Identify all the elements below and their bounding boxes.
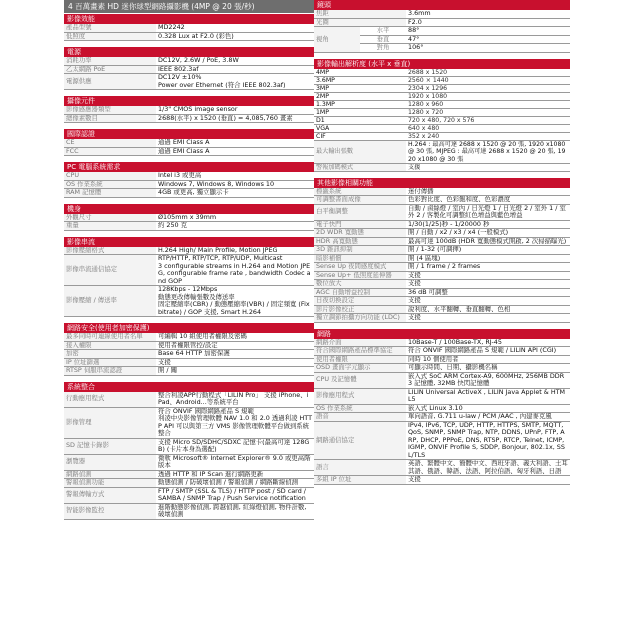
- spec-row: [64, 350, 314, 359]
- spec-value: 支援: [156, 358, 314, 367]
- spec-row: [314, 100, 570, 108]
- spec-row: [64, 392, 314, 408]
- spec-label: 暗影補償: [314, 254, 406, 263]
- spec-value: 1920 x 1080: [406, 92, 570, 100]
- spec-row: [314, 305, 570, 314]
- spec-value: 88°: [406, 27, 570, 36]
- section-header: 國際認證: [64, 129, 314, 139]
- right-column: [314, 0, 570, 491]
- spec-row: [64, 180, 314, 189]
- spec-label: SD 記憶卡錄影: [64, 438, 156, 454]
- spec-value: 支援: [406, 271, 570, 280]
- spec-row: [314, 196, 570, 205]
- spec-value: 符合 ONVIF 國際網路產品 S 規範 利凌中央影像管理軟體 NAV 1.0 和 2.0 透過利凌 HTTP API 可以與第三方 VMS 影像管理軟體平台做到系統整合: [158, 407, 312, 437]
- spec-value: F2.0: [406, 18, 570, 27]
- spec-row: [314, 476, 570, 485]
- spec-value: 可編輯 10 組使用者權限及密碼: [156, 333, 314, 341]
- section-header: PC 電腦系統需求: [64, 162, 314, 172]
- spec-label: 瀏覽器: [64, 454, 156, 470]
- spec-label: 2D WDR 寬動態: [314, 229, 406, 238]
- spec-section: [64, 382, 314, 520]
- spec-label: RAM 記憶體: [64, 189, 156, 198]
- spec-value: 嵌入式 Linux 3.10: [406, 404, 570, 413]
- section-header: 影像輸出解析度 (水平 x 垂直): [314, 59, 570, 69]
- spec-value: 整合利凌APP行動程式「LILIN Pro」 支援 iPhone、iPad、Android...等系統平台: [156, 392, 314, 408]
- spec-table: [314, 69, 570, 172]
- spec-table: [64, 333, 314, 376]
- spec-value: H.264 High/ Main Profile, Motion JPEG: [156, 247, 314, 255]
- spec-section: [64, 14, 314, 41]
- spec-value: 開 / 1-32 (可調揮): [406, 246, 570, 255]
- spec-value: 約 250 克: [156, 222, 314, 231]
- spec-section: [314, 59, 570, 172]
- spec-row: [64, 222, 314, 231]
- spec-row: [64, 367, 314, 376]
- spec-section: [64, 162, 314, 198]
- spec-row: [314, 263, 570, 272]
- spec-label: 影像壓縮 / 傳送率: [64, 286, 156, 317]
- spec-row: [64, 286, 314, 317]
- spec-value: Base 64 HTTP 加密保護: [156, 350, 314, 359]
- spec-row: [64, 341, 314, 350]
- spec-label: 行動應用程式: [64, 392, 156, 408]
- spec-label: 使用者權限: [314, 355, 406, 364]
- spec-row: [64, 65, 314, 74]
- spec-row: [64, 479, 314, 488]
- section-header: 影像效能: [64, 14, 314, 24]
- spec-row: [64, 57, 314, 65]
- spec-section: [64, 47, 314, 90]
- spec-row: [314, 388, 570, 404]
- spec-label: 視角: [314, 27, 360, 53]
- spec-row: [314, 18, 570, 27]
- spec-row: [64, 147, 314, 156]
- spec-value: 通過 EMI Class A: [156, 139, 314, 147]
- section-header: 電源: [64, 47, 314, 57]
- spec-value: 支援: [406, 163, 570, 171]
- spec-value: 英語、繁體中文、簡體中文、西班牙語、義大利語、土耳其語、俄語、韓語、法語、阿拉伯語、匈牙利語、日語: [406, 460, 570, 476]
- spec-value: 106°: [406, 44, 570, 53]
- spec-section: [314, 178, 570, 323]
- spec-table: [64, 172, 314, 198]
- spec-value: 進階動態影像偵測, 跨越偵測, 紅綠燈偵測, 物件計數, 破壞偵測: [156, 503, 314, 519]
- spec-row: [314, 237, 570, 246]
- spec-row: [314, 297, 570, 306]
- spec-row: [314, 141, 570, 163]
- spec-value: 352 x 240: [406, 133, 570, 141]
- spec-row: [64, 139, 314, 147]
- product-title-bar: [64, 0, 314, 13]
- spec-label: OSD 畫面字元顯示: [314, 364, 406, 373]
- spec-label: 日夜切換設定: [314, 297, 406, 306]
- spec-value: 2304 x 1296: [406, 84, 570, 92]
- spec-table: [64, 214, 314, 231]
- spec-label: 影像應用程式: [314, 388, 406, 404]
- spec-row: [64, 438, 314, 454]
- spec-label: 1MP: [314, 108, 406, 116]
- spec-value: 1280 x 960: [406, 100, 570, 108]
- spec-label: 1.3MP: [314, 100, 406, 108]
- spec-value: IEEE 802.3af: [156, 65, 314, 74]
- spec-value: MD2242: [156, 24, 314, 32]
- spec-row: [314, 347, 570, 356]
- spec-row: [64, 358, 314, 367]
- spec-label: 警報加碼模式: [314, 163, 406, 171]
- spec-row: [314, 69, 570, 77]
- spec-label: 智能影像監控: [64, 503, 156, 519]
- spec-label: 影像串流通信協定: [64, 255, 156, 286]
- spec-row: [64, 333, 314, 341]
- spec-section: [314, 329, 570, 485]
- spec-value: 透過 HTTP 和 IP Scan 進行網路更新: [156, 470, 314, 479]
- spec-label: 電子快門: [314, 220, 406, 229]
- spec-row: [314, 84, 570, 92]
- spec-label: 接入權限: [64, 341, 156, 350]
- spec-value: 支援: [406, 280, 570, 289]
- spec-row: [314, 339, 570, 347]
- spec-value: 支援: [406, 297, 570, 306]
- spec-label: IP 位址篩選: [64, 358, 156, 367]
- spec-label: 產品型號: [64, 24, 156, 32]
- spec-value: 動態偵測 / 防破壞偵測 / 警報偵測 / 網路斷線偵測: [156, 479, 314, 488]
- spec-label: Sense Up 夜間感度模式: [314, 263, 406, 272]
- spec-row: [314, 246, 570, 255]
- spec-section: [64, 237, 314, 318]
- spec-label: 語音: [314, 413, 406, 422]
- spec-label: 數位放大: [314, 280, 406, 289]
- spec-section: [64, 96, 314, 123]
- spec-row: [64, 247, 314, 255]
- spec-value: 微軟 Microsoft® Internet Explorer® 9.0 或更高階版本: [156, 454, 314, 470]
- spec-section: [64, 129, 314, 156]
- spec-label: 可調整書面成像: [314, 196, 406, 205]
- spec-label: 警報傳輸方式: [64, 487, 156, 503]
- spec-value: LILIN Universal ActiveX , LILIN Java Applet & HTML5: [406, 388, 570, 404]
- spec-label: VGA: [314, 125, 406, 133]
- section-header: 機身: [64, 204, 314, 214]
- spec-value: 3.6mm: [406, 10, 570, 18]
- spec-value: 單向語音, G.711 u-law / PCM /AAC , 內建麥克風: [406, 413, 570, 422]
- spec-label: 3.6MP: [314, 76, 406, 84]
- spec-row: [314, 254, 570, 263]
- spec-table: [64, 247, 314, 318]
- spec-label: RTSP 伺服串流認證: [64, 367, 156, 376]
- section-header: 攝像元件: [64, 96, 314, 106]
- spec-value: 2688 x 1520: [406, 69, 570, 77]
- spec-label: CPU 及記憶體: [314, 372, 406, 388]
- spec-value: 0.328 Lux at F2.0 (彩色): [156, 32, 314, 41]
- spec-value: IPv4, IPv6, TCP, UDP, HTTP, HTTPS, SMTP, MQTT, QoS, SNMP, SNMP Trap, NTP, DDNS, UPnP, FTP, ARP, DHCP, PPPoE, DNS, RTSP, RTCP, Telnet, ICMP, IGMP, ONVIF Profile S, SDDP, Bonjour, 802.1x, SSL/TLS: [406, 421, 570, 460]
- spec-label: 影像管理: [64, 407, 156, 438]
- spec-value: FTP / SMTP (SSL & TLS) / HTTP post / SD card / SAMBA / SNMP Trap / Push Service notification: [156, 487, 314, 503]
- spec-value: Ø105mm x 39mm: [156, 214, 314, 222]
- spec-label: 4MP: [314, 69, 406, 77]
- spec-label: 語言: [314, 460, 406, 476]
- spec-row: [64, 172, 314, 180]
- spec-label: 網路通信協定: [314, 421, 406, 460]
- spec-label: OS 作業系統: [64, 180, 156, 189]
- spec-row: [64, 74, 314, 90]
- spec-row: [64, 106, 314, 114]
- spec-table: [314, 339, 570, 485]
- spec-value: 10Base-T / 100Base-TX, RJ-45: [406, 339, 570, 347]
- spec-label: 影像壓縮格式: [64, 247, 156, 255]
- spec-value: DC12V ±10% Power over Ethernet (符合 IEEE 802.3af): [156, 74, 314, 90]
- spec-value: 640 x 480: [406, 125, 570, 133]
- spec-label: 焦距: [314, 10, 406, 18]
- spec-label: 影片影像校正: [314, 305, 406, 314]
- spec-row: [314, 108, 570, 116]
- spec-value: 支援: [406, 476, 570, 485]
- spec-label: 消耗功率: [64, 57, 156, 65]
- spec-value: 支援: [406, 314, 570, 323]
- spec-table: [314, 10, 570, 53]
- spec-table: [64, 392, 314, 520]
- spec-label: CPU: [64, 172, 156, 180]
- spec-value: 1/30(1/25)秒 - 1/20000 秒: [406, 220, 570, 229]
- spec-value: 2560 × 1440: [406, 76, 570, 84]
- spec-value: 開 / 1 frame / 2 frames: [406, 263, 570, 272]
- spec-label: 符合國際網路產品標準協定: [314, 347, 406, 356]
- spec-value: 128Kbps - 12Mbps 動態更改傳輸張數及傳送率 固定壓縮率(CBR) / 動態壓縮率(VBR) / 固定頻寬 (Fix bitrate) / GOP 支援, Smart H.264: [156, 286, 314, 317]
- section-header: 網路安全(使用者加密保護): [64, 323, 314, 333]
- spec-label: FCC: [64, 147, 156, 156]
- spec-row: [314, 220, 570, 229]
- spec-row: [64, 214, 314, 222]
- spec-row: [314, 125, 570, 133]
- spec-row: [314, 460, 570, 476]
- spec-label: 2MP: [314, 92, 406, 100]
- left-column: [64, 14, 314, 526]
- spec-label: 光圈: [314, 18, 406, 27]
- spec-label: 網路偵測: [64, 470, 156, 479]
- spec-value: 同時 10 個使用者: [406, 355, 570, 364]
- spec-label: 標籤系統: [314, 188, 406, 196]
- spec-row: [314, 372, 570, 388]
- spec-label: 獨立調節拍攝方向功能 (LDC): [314, 314, 406, 323]
- spec-label: AGC 自動增益控制: [314, 288, 406, 297]
- spec-label: 乙太網路 PoE: [64, 65, 156, 74]
- spec-row: [314, 271, 570, 280]
- section-header: 網路: [314, 329, 570, 339]
- spec-row: [314, 10, 570, 18]
- spec-section: [64, 204, 314, 231]
- spec-table: [64, 24, 314, 41]
- spec-row: [314, 92, 570, 100]
- spec-label: 總像素數目: [64, 114, 156, 123]
- spec-label: 多組 IP 位址: [314, 476, 406, 485]
- spec-row: [64, 32, 314, 41]
- spec-row: [64, 114, 314, 123]
- spec-label: 外觀尺寸: [64, 214, 156, 222]
- spec-value: 迷付傳播: [406, 188, 570, 196]
- spec-row: [64, 487, 314, 503]
- spec-label: 警報偵測功能: [64, 479, 156, 488]
- spec-row: [314, 27, 570, 36]
- spec-value: 47°: [406, 35, 570, 44]
- spec-label: CE: [64, 139, 156, 147]
- spec-label: Sense Up+ 低照度延伸器: [314, 271, 406, 280]
- section-header: 其他影像相關功能: [314, 178, 570, 188]
- spec-table: [64, 139, 314, 156]
- spec-row: [64, 503, 314, 519]
- spec-row: [314, 314, 570, 323]
- spec-label: CIF: [314, 133, 406, 141]
- spec-row: [314, 229, 570, 238]
- spec-row: [314, 163, 570, 171]
- spec-label: 3D 雜訊抑制: [314, 246, 406, 255]
- spec-label: HDR 高寬動態: [314, 237, 406, 246]
- spec-label: 電源供應: [64, 74, 156, 90]
- spec-row: [314, 117, 570, 125]
- spec-value: DC12V, 2.6W / PoE, 3.8W: [156, 57, 314, 65]
- spec-sublabel: 水平: [360, 27, 406, 36]
- spec-value: 可顯示時間、日期、攝影機名稱: [406, 364, 570, 373]
- spec-value: 4GB 或更高, 獨立顯示卡: [156, 189, 314, 198]
- spec-value: 色彩對比度、色彩飽和度、色彩濃度: [406, 196, 570, 205]
- spec-label: OS 作業系統: [314, 404, 406, 413]
- spec-value: 開 / 自動 / x2 / x3 / x4 (一般模式): [406, 229, 570, 238]
- spec-label: 白平衡調整: [314, 204, 406, 220]
- spec-row: [64, 24, 314, 32]
- spec-row: [64, 470, 314, 479]
- spec-value: 1280 x 720: [406, 108, 570, 116]
- spec-row: [314, 404, 570, 413]
- spec-row: [314, 288, 570, 297]
- spec-value: 最高可達 100dB (HDR 寬動態模式開啟, 2 次掃描曝光): [406, 237, 570, 246]
- spec-label: D1: [314, 117, 406, 125]
- spec-section: [314, 0, 570, 53]
- spec-section: [64, 323, 314, 376]
- spec-value: H.264 : 最高可達 2688 x 1520 @ 20 張, 1920 x1080 @ 30 張, MJPEG : 最高可達 2688 x 1520 @ 20 張, 1920 x1080 @ 30 張: [406, 141, 570, 163]
- spec-label: 最多同時可連線使用者名單: [64, 333, 156, 341]
- spec-row: [314, 364, 570, 373]
- spec-label: 3MP: [314, 84, 406, 92]
- spec-value: Intel i3 或更高: [156, 172, 314, 180]
- spec-label: 影像感應器類型: [64, 106, 156, 114]
- spec-value: 支援 Micro SD/SDHC/SDXC 記憶卡(最高可達 128GB) (卡片本身為選配): [156, 438, 314, 454]
- spec-label: 重量: [64, 222, 156, 231]
- spec-label: 低照度: [64, 32, 156, 41]
- spec-row: [314, 204, 570, 220]
- spec-row: [314, 76, 570, 84]
- spec-row: [64, 255, 314, 286]
- spec-value: 使用者權限管控/設定: [156, 341, 314, 350]
- spec-row: [314, 413, 570, 422]
- spec-row: [314, 188, 570, 196]
- spec-row: [64, 454, 314, 470]
- section-header: 系統整合: [64, 382, 314, 392]
- section-header: 鏡頭: [314, 0, 570, 10]
- spec-value: 開 / 關: [156, 367, 314, 376]
- spec-value: 符合 ONVIF 國際網路產品 S 規範 / LILIN API (CGI): [406, 347, 570, 356]
- spec-value: 說利度、水平翻轉、垂直翻轉、色相: [406, 305, 570, 314]
- spec-row: [314, 421, 570, 460]
- spec-label: 網路介面: [314, 339, 406, 347]
- spec-table: [314, 188, 570, 323]
- spec-value: 開 (4 區塊): [406, 254, 570, 263]
- spec-sublabel: 對角: [360, 44, 406, 53]
- product-title: 4 百萬畫素 HD 迷你球型網路攝影機 (4MP @ 20 張/秒): [68, 2, 255, 11]
- spec-sublabel: 垂直: [360, 35, 406, 44]
- spec-value: 自動 / 鹵絲燈 / 室內 / 日光燈 1 / 日光燈 2 / 室外 1 / 室外 2 / 客製化可調整紅色增益與藍色增益: [406, 204, 570, 220]
- spec-row: [314, 280, 570, 289]
- spec-table: [64, 106, 314, 123]
- spec-value: Windows 7, Windows 8, Windows 10: [156, 180, 314, 189]
- spec-value: RTP/HTTP, RTP/TCP, RTP/UDP, Multicast 3 configurable streams in H.264 and Motion JPEG, configurable frame rate , bandwidth Codec and GOP: [156, 255, 314, 286]
- spec-label: 最大輸出張數: [314, 141, 406, 163]
- spec-label: 加密: [64, 350, 156, 359]
- section-header: 影像串流: [64, 237, 314, 247]
- spec-row: [314, 133, 570, 141]
- spec-value: 720 x 480, 720 x 576: [406, 117, 570, 125]
- spec-value: 1/3" CMOS image sensor: [156, 106, 314, 114]
- spec-row: [64, 407, 314, 438]
- spec-value: 通過 EMI Class A: [156, 147, 314, 156]
- spec-row: [64, 189, 314, 198]
- spec-table: [64, 57, 314, 90]
- spec-value: 2688(水平) x 1520 (垂直) = 4,085,760 畫素: [156, 114, 314, 123]
- spec-row: [314, 355, 570, 364]
- spec-value: 嵌入式 SoC ARM Cortex-A9, 600MHz, 256MB DDR3 記憶體, 32MB 快閃記憶體: [406, 372, 570, 388]
- spec-value: 36 dB 可調整: [406, 288, 570, 297]
